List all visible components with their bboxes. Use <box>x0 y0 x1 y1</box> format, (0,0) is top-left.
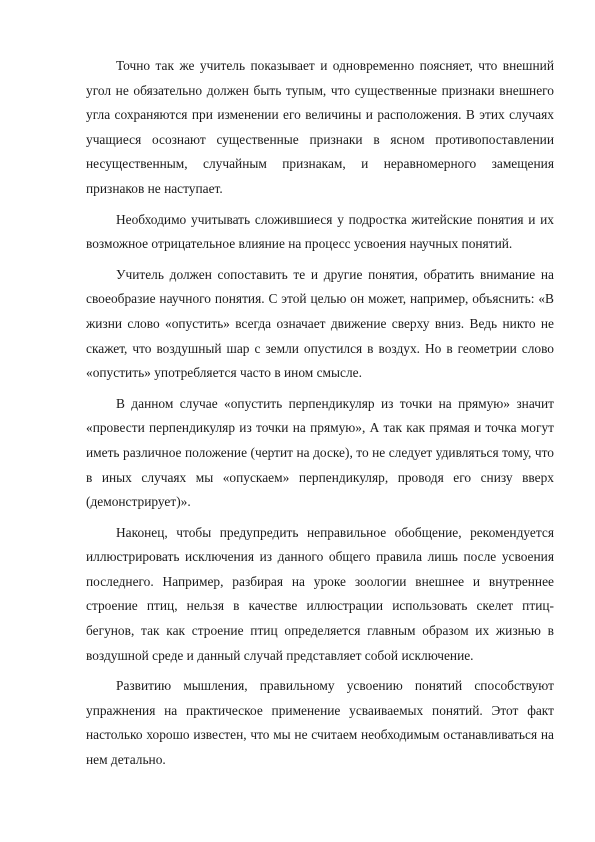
body-text <box>86 54 554 773</box>
paragraph-1: Точно так же учитель показывает и одновременно поясняет, что внешний угол не обязательно должен быть тупым, что существенные признаки внешнего угла сохраняются при изменении его величины и расположения. В этих случаях учащиеся осознают существенные признаки в ясном противопоставлении несущественным, случайным признакам, и неравномерного замещения признаков не наступает. <box>86 58 554 196</box>
paragraph-2: Необходимо учитывать сложившиеся у подростка житейские понятия и их возможное отрицательное влияние на процесс усвоения научных понятий. <box>86 211 554 252</box>
paragraph-4: В данном случае «опустить перпендикуляр из точки на прямую» значит «провести перпендикуляр из точки на прямую», А так как прямая и точка могут иметь различное положение (чертит на доске), то не следует удивляться тому, что в иных случаях мы «опускаем» перпендикуляр, проводя его снизу вверх (демонстрирует)». <box>86 395 554 510</box>
paragraph-3: Учитель должен сопоставить те и другие понятия, обратить внимание на своеобразие научного понятия. С этой целью он может, например, объяснить: «В жизни слово «опустить» всегда означает движение сверху вниз. Ведь никто не скажет, что воздушный шар с земли опустился в воздух. Но в геометрии слово «опустить» употребляется часто в ином смысле. <box>86 266 554 381</box>
paragraph-6: Развитию мышления, правильному усвоению понятий способствуют упражнения на практическое применение усваиваемых понятий. Этот факт настолько хорошо известен, что мы не считаем необходимым останавливаться на нем детально. <box>86 678 554 768</box>
paragraph-5: Наконец, чтобы предупредить неправильное обобщение, рекомендуется иллюстрировать исключения из данного общего правила лишь после усвоения последнего. Например, разбирая на уроке зоологии внешнее и внутреннее строение птиц, нельзя в качестве иллюстрации использовать скелет птиц-бегунов, так как строение птиц определяется главным образом их жизнью в воздушной среде и данный случай представляет собой исключение. <box>86 524 554 663</box>
